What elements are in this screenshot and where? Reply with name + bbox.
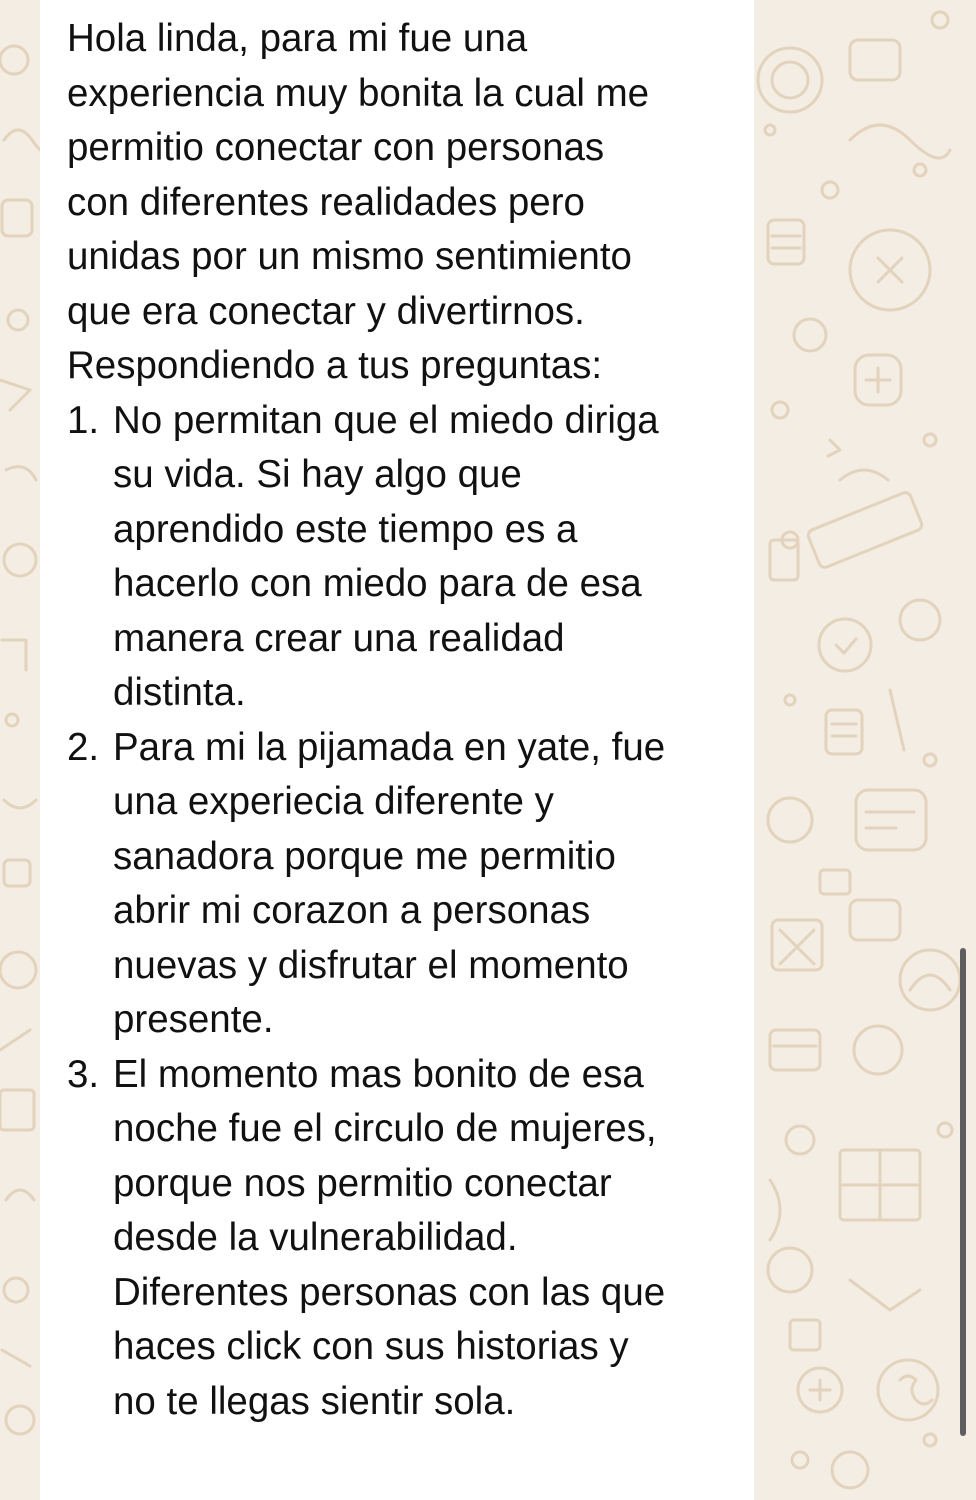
list-line: Para mi la pijamada en yate, fue (113, 725, 666, 769)
list-line: sanadora porque me permitio (113, 834, 616, 878)
list-line: haces click con sus historias y (113, 1325, 629, 1368)
list-line: no te llegas sientir sola. (113, 1379, 516, 1423)
list-line: porque nos permitio conectar (113, 1161, 612, 1205)
list-number: 3. (67, 1052, 100, 1096)
list-item (67, 394, 724, 721)
list-item (67, 1048, 724, 1430)
list-line: No permitan que el miedo diriga (113, 398, 659, 442)
intro-line: que era conectar y divertirnos. (67, 289, 585, 333)
list-number: 1. (67, 398, 100, 442)
message-text (67, 12, 724, 1429)
list-line: desde la vulnerabilidad. (113, 1216, 518, 1259)
intro-line: con diferentes realidades pero (67, 180, 585, 224)
scrollbar-thumb[interactable] (960, 948, 966, 1436)
list-line: El momento mas bonito de esa (113, 1052, 644, 1096)
list-line: noche fue el circulo de mujeres, (113, 1107, 657, 1150)
list-number: 2. (67, 725, 100, 769)
intro-line: unidas por un mismo sentimiento (67, 235, 632, 278)
list-line: aprendido este tiempo es a (113, 507, 578, 551)
numbered-list (67, 394, 724, 1430)
intro-line: permitio conectar con personas (67, 126, 605, 169)
intro-line: Respondiendo a tus preguntas: (67, 344, 603, 387)
message-bubble[interactable] (40, 0, 754, 1500)
list-item (67, 721, 724, 1048)
intro-line: experiencia muy bonita la cual me (67, 71, 650, 115)
list-line: hacerlo con miedo para de esa (113, 562, 642, 605)
list-line: abrir mi corazon a personas (113, 889, 591, 932)
list-line: su vida. Si hay algo que (113, 453, 522, 496)
list-line: nuevas y disfrutar el momento (113, 943, 629, 987)
intro-line: Hola linda, para mi fue una (67, 17, 528, 60)
list-line: manera crear una realidad (113, 616, 565, 660)
list-line: Diferentes personas con las que (113, 1270, 666, 1314)
list-line: una experiecia diferente y (113, 780, 554, 823)
list-line: presente. (113, 998, 274, 1041)
list-line: distinta. (113, 671, 246, 714)
